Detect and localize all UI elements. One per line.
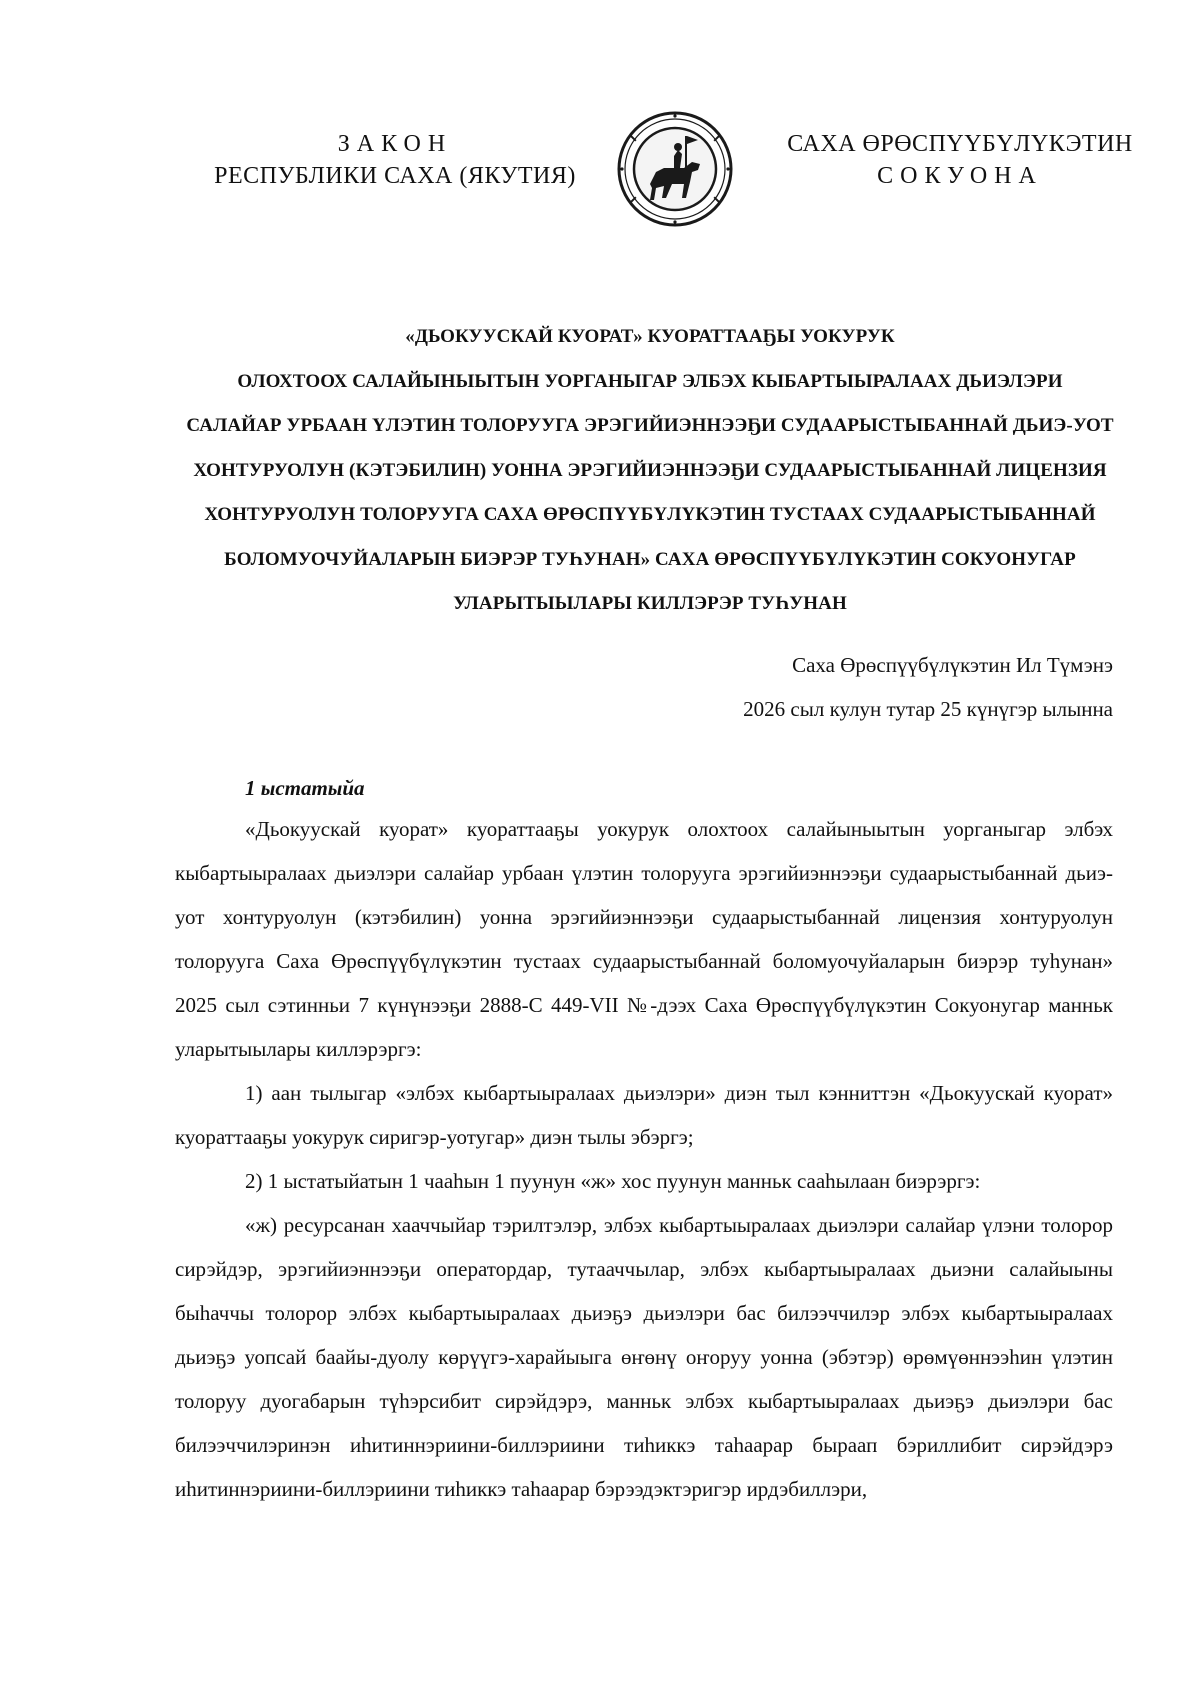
title-line: ХОНТУРУОЛУН (КЭТЭБИЛИН) УОННА ЭРЭГИЙИЭННЭЭҔИ СУДААРЫСТЫБАННАЙ ЛИЦЕНЗИЯ: [193, 459, 1107, 481]
article-paragraph: «Дьокуускай куорат» куораттааҕы уокурук олохтоох салайыныытын уорганыгар элбэх кыбартыыралаах дьиэлэри салайар урбаан үлэтин толорууга эрэгийиэннээҕи судаарыстыбаннай дьиэ-уот хонтуруолун (кэтэбилин) уонна эрэгийиэннээҕи судаарыстыбаннай лицензия хонтуруолун толорууга Саха Өрөспүүбүлүкэтин тустаах судаарыстыбаннай боломуочуйаларын биэрэр туһунан» 2025 сыл сэтинньи 7 күнүнээҕи 2888-С 449-VII №-дээх Саха Өрөспүүбүлүкэтин Сокуонугар манньк уларытыылары киллэрэргэ:: [175, 817, 1113, 1061]
document-title: [150, 315, 1150, 627]
adoption-body: Саха Өрөспүүбүлүкэтин Ил Түмэнэ: [792, 653, 1113, 677]
title-line: ОЛОХТООХ САЛАЙЫНЫЫТЫН УОРГАНЫГАР ЭЛБЭХ КЫБАРТЫЫРАЛААХ ДЬИЭЛЭРИ: [237, 370, 1063, 392]
header-left-block: [195, 128, 595, 192]
header-law-title-sakha: СОКУОНА: [877, 163, 1043, 189]
article-body: [175, 807, 1113, 1511]
adoption-block: [513, 643, 1113, 731]
adoption-date: 2026 сыл кулун тутар 25 күнүгэр ылынна: [743, 697, 1113, 721]
title-line: ХОНТУРУОЛУН ТОЛОРУУГА САХА ӨРӨСПҮҮБҮЛҮКЭТИН ТУСТААХ СУДААРЫСТЫБАННАЙ: [204, 504, 1096, 525]
article-paragraph: «ж) ресурсанан хааччыйар тэрилтэлэр, элбэх кыбартыыралаах дьиэлэри салайар үлэни толорор сирэйдэр, эрэгийиэннээҕи оператордар, тутааччылар, элбэх кыбартыыралаах дьиэни салайыыны быһаччы толорор элбэх кыбартыыралаах дьиэҕэ дьиэлэри бас билээччилэр элбэх кыбартыыралаах дьиэҕэ уопсай баайы-дуолу көрүүгэ-харайыыга өҥөнү оҥоруу уонна (эбэтэр) өрөмүөннээһин үлэтин толоруу дуогабарын түһэрсибит сирэйдэрэ, манньк элбэх кыбартыыралаах дьиэҕэ дьиэлэри бас билээччилэринэн иһитиннэриини-биллэриини тиһиккэ таһаарар быраап бэриллибит сирэйдэрэ иһитиннэриини-биллэриини тиһиккэ таһаарар бэрээдэктэригэр ирдэбиллэри,: [175, 1213, 1113, 1501]
header-law-title: ЗАКОН: [337, 131, 453, 157]
title-line: САЛАЙАР УРБААН ҮЛЭТИН ТОЛОРУУГА ЭРЭГИЙИЭННЭЭҔИ СУДААРЫСТЫБАННАЙ ДЬИЭ-УОТ: [186, 415, 1114, 436]
header-right-block: [765, 128, 1155, 192]
title-line: БОЛОМУОЧУЙАЛАРЫН БИЭРЭР ТУҺУНАН» САХА ӨРӨСПҮҮБҮЛҮКЭТИН СОКУОНУГАР: [224, 548, 1076, 570]
header-republic-name-sakha: САХА ӨРӨСПҮҮБҮЛҮКЭТИН: [787, 131, 1133, 157]
title-line: УЛАРЫТЫЫЛАРЫ КИЛЛЭРЭР ТУҺУНАН: [453, 593, 847, 614]
header-republic-name: РЕСПУБЛИКИ САХА (ЯКУТИЯ): [214, 163, 576, 189]
title-line: «ДЬОКУУСКАЙ КУОРАТ» КУОРАТТААҔЫ УОКУРУК: [405, 326, 895, 347]
emblem-graphic: [616, 110, 734, 228]
article-paragraph: 2) 1 ыстатыйатын 1 чааһын 1 пуунун «ж» хос пуунун манньк сааһылаан биэрэргэ:: [245, 1169, 981, 1193]
coat-of-arms-icon: [616, 110, 734, 228]
article-heading: 1 ыстатыйа: [245, 776, 365, 800]
article-paragraph: 1) аан тылыгар «элбэх кыбартыыралаах дьиэлэри» диэн тыл кэнниттэн «Дьокуускай куорат» куораттааҕы уокурук сиригэр-уотугар» диэн тылы эбэргэ;: [175, 1081, 1113, 1149]
